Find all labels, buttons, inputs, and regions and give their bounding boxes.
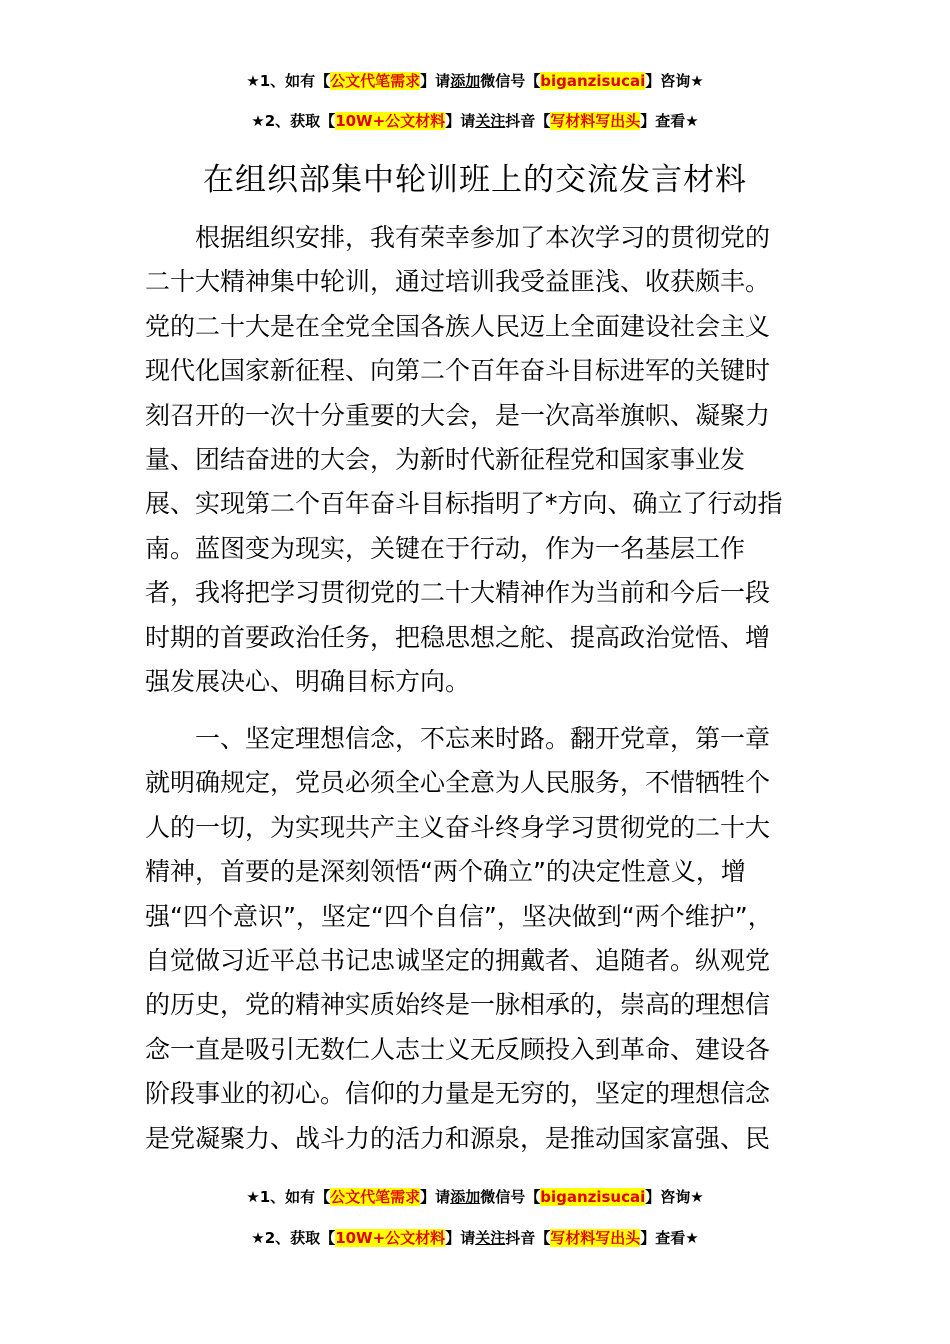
banner-prefix: ★1、如有【 — [246, 1188, 331, 1206]
banner-text: 微信号【 — [480, 72, 541, 90]
banner-text: 抖音【 — [505, 1229, 551, 1247]
add-emphasis: 添加 — [450, 72, 481, 90]
materials-highlight: 10W+公文材料 — [335, 112, 446, 130]
bottom-banner-line-2 — [0, 1227, 950, 1249]
banner-suffix: 】查看★ — [640, 112, 699, 130]
text-line: 展、实现第二个百年奋斗目标指明了*方向、确立了行动指 — [145, 489, 783, 519]
text-line: 精神，首要的是深刻领悟“两个确立”的决定性意义，增 — [145, 857, 746, 887]
text-line: 者，我将把学习贯彻党的二十大精神作为当前和今后一段 — [145, 578, 771, 608]
ghostwriting-highlight: 公文代笔需求 — [330, 1188, 421, 1206]
top-banner-line-2 — [0, 110, 950, 132]
top-banner-line-1 — [0, 70, 950, 92]
paragraph-section-one — [145, 717, 820, 1161]
text-line: 是党凝聚力、战斗力的活力和源泉，是推动国家富强、民 — [145, 1123, 771, 1153]
text-line: 根据组织安排，我有荣幸参加了本次学习的贯彻党的 — [195, 223, 771, 252]
banner-suffix: 】咨询★ — [645, 1188, 704, 1206]
douyin-account-highlight: 写材料写出头 — [550, 112, 641, 130]
text-line: 的历史，党的精神实质始终是一脉相承的，崇高的理想信 — [145, 990, 771, 1020]
text-line: 强“四个意识”，坚定“四个自信”，坚决做到“两个维护”， — [145, 901, 773, 931]
text-line: 量、团结奋进的大会，为新时代新征程党和国家事业发 — [145, 444, 746, 474]
text-line: 阶段事业的初心。信仰的力量是无穷的，坚定的理想信念 — [145, 1079, 771, 1109]
banner-text: 】请 — [420, 1188, 451, 1206]
text-line: 人的一切，为实现共产主义奋斗终身学习贯彻党的二十大 — [145, 812, 771, 842]
text-line: 二十大精神集中轮训，通过培训我受益匪浅、收获颇丰。 — [145, 267, 771, 297]
banner-text: 】请 — [420, 72, 451, 90]
banner-suffix: 】咨询★ — [645, 72, 704, 90]
banner-text: 】请 — [445, 1229, 476, 1247]
text-line: 刻召开的一次十分重要的大会，是一次高举旗帜、凝聚力 — [145, 400, 771, 430]
banner-prefix: ★2、获取【 — [251, 1229, 336, 1247]
follow-emphasis: 关注 — [475, 112, 506, 130]
banner-suffix: 】查看★ — [640, 1229, 699, 1247]
paragraph-intro — [145, 216, 820, 704]
text-line: 党的二十大是在全党全国各族人民迈上全面建设社会主义 — [145, 311, 771, 341]
banner-text: 】请 — [445, 112, 476, 130]
douyin-account-highlight: 写材料写出头 — [550, 1229, 641, 1247]
text-line: 南。蓝图变为现实，关键在于行动，作为一名基层工作 — [145, 533, 746, 563]
text-line: 现代化国家新征程、向第二个百年奋斗目标进军的关键时 — [145, 356, 771, 386]
wechat-id-highlight: biganzisucai — [540, 1188, 646, 1206]
follow-emphasis: 关注 — [475, 1229, 506, 1247]
ghostwriting-highlight: 公文代笔需求 — [330, 72, 421, 90]
add-emphasis: 添加 — [450, 1188, 481, 1206]
banner-prefix: ★1、如有【 — [246, 72, 331, 90]
text-line: 一、坚定理想信念，不忘来时路。翻开党章，第一章 — [195, 724, 771, 753]
text-line: 时期的首要政治任务，把稳思想之舵、提高政治觉悟、增 — [145, 622, 771, 652]
text-line: 念一直是吸引无数仁人志士义无反顾投入到革命、建设各 — [145, 1034, 771, 1064]
text-line: 自觉做习近平总书记忠诚坚定的拥戴者、追随者。纵观党 — [145, 945, 771, 975]
text-line: 强发展决心、明确目标方向。 — [145, 666, 471, 696]
document-title: 在组织部集中轮训班上的交流发言材料 — [203, 162, 747, 198]
banner-text: 抖音【 — [505, 112, 551, 130]
materials-highlight: 10W+公文材料 — [335, 1229, 446, 1247]
text-line: 就明确规定，党员必须全心全意为人民服务，不惜牺牲个 — [145, 768, 771, 798]
banner-text: 微信号【 — [480, 1188, 541, 1206]
wechat-id-highlight: biganzisucai — [540, 72, 646, 90]
bottom-banner-line-1 — [0, 1186, 950, 1208]
banner-prefix: ★2、获取【 — [251, 112, 336, 130]
